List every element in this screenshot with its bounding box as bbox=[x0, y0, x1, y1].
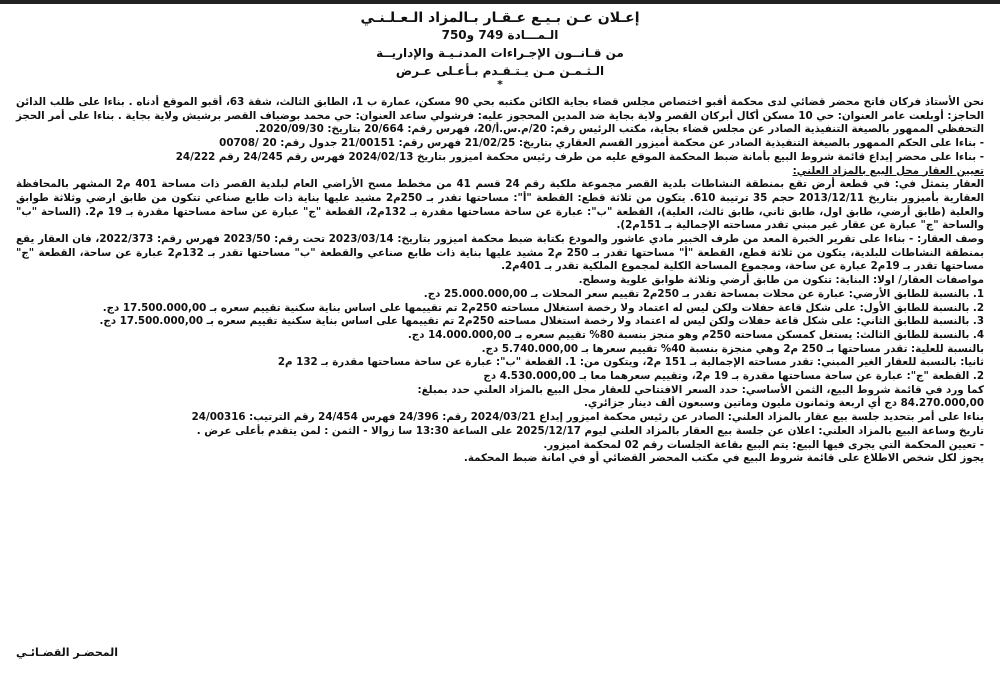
signature: المحضـر القضـائـي bbox=[16, 646, 119, 659]
paragraph-intro: نحن الأستاذ فركان فاتح محضر قضائي لدى محكمة أقبو اختصاص مجلس قضاء بجاية الكائن مكتبه بحي 90 مسكن، عمارة ب 1، الطابق الثالث، شقة 63، أقبو الموقع أدناه . بناءا على طلب الدائن الحاجز: أوبلعت عامر العنوان: حي 10 مسكن أكال أبركان القصر ولاية بجاية ضد المدين المحجوز عليه: فرشولي ساعد العنوان: حي محمد بوضياف القصر برشيش ولاية بجاية . بناءا على أمر الحجز التحفظي الممهور بالصيغة التنفيذية الصادر عن مجلس قضاء بجاية، مكتب الرئيس رقم: 20/م.س.أ/20، فهرس رقم: 20/664 بتاريخ: 2020/09/30. bbox=[16, 96, 985, 136]
scan-edge bbox=[0, 0, 1000, 4]
paragraph-sale-date: تاريخ وساعة البيع بالمزاد العلني: اعلان عن جلسة بيع العقار بالمزاد العلني ليوم 2025/12/17 على الساعة 13:30 سا زوالا - الثمن : لمن يتقدم بأعلى عرض . bbox=[196, 424, 984, 437]
item-unbuilt-land: ثانيا: بالنسبة للعقار الغير المبني: تقدر مساحته الإجمالية بـ 151 م2، ويتكون من: 1. القطعة "ب": عبارة عن ساحة مساحتها مقدرة بـ 132 م2 bbox=[277, 356, 984, 369]
item-attic: بالنسبة للعلية: تقدر مساحتها بـ 250 م2 وهي منجزة بنسبة 40% تقييم سعرها بـ 5.740.000,00 دج. bbox=[481, 342, 984, 355]
paragraph-base-price: كما ورد في قائمة شروط البيع، الثمن الأساسي: حدد السعر الافتتاحي للعقار محل البيع بالمزاد العلني حدد بمبلغ: bbox=[417, 383, 984, 396]
paragraph-specs: مواصفات العقار/ اولا: البناية: تتكون من طابق أرضي وثلاثة طوابق علوية وسطح. bbox=[578, 274, 984, 287]
price-line: الـثـمـن مـن يـتـقـدم بـأعـلى عـرض bbox=[395, 64, 605, 78]
paragraph-court: - تعيين المحكمة التي يجرى فيها البيع: يتم البيع بقاعة الجلسات رقم 02 لمحكمة اميزور. bbox=[543, 438, 984, 451]
paragraph-order: بناءا على أمر بتحديد جلسة بيع عقار بالمزاد العلني: الصادر عن رئيس محكمة اميزور إيداع 2024/03/21 رقم: 24/396 فهرس 24/454 رقم الترتيب: 24/00316 bbox=[191, 411, 984, 424]
paragraph-deposit: - بناءا على محضر إيداع قائمة شروط البيع بأمانة ضبط المحكمة الموقع عليه من طرف رئيس محكمة اميزور بتاريخ 2024/02/13 فهرس رقم 24/245 رقم 24/222 bbox=[175, 150, 984, 163]
item-plot-c: 2. القطعة "ج": عبارة عن ساحة مساحتها مقدرة بـ 19 م2، وتقييم سعرهما معا بـ 4.530.000,00 دج bbox=[483, 370, 984, 383]
paragraph-amount: 84.270.000,00 دج أي اربعة وثمانون مليون وماتين وسبعون ألف دينار جزائري. bbox=[583, 397, 984, 410]
header bbox=[0, 10, 1000, 91]
paragraph-description: وصف العقار: - بناءا على تقرير الخبرة المعد من طرف الخبير مادي عاشور والمودع بكتابة ضبط محكمة اميزور بتاريخ: 2023/03/14 تحت رقم: 2023/50 فهرس رقم: 2022/373، فان العقار يقع بمنطقة النشاطات للبلدية، يتكون من ثلاثة قطع، القطعة "أ" مساحتها تقدر بـ 250 م2 مشيد عليها بناية ذات طابع صناعي والقطعة "ب" مساحتها تقدر بـ 132م2 عبارة عن ساحة، القطعة "ج" مساحتها تقدر بـ 19م2 عبارة عن ساحة، ومجموع المساحة الكلية لمجموع الملكية تقدر بـ 401م2. bbox=[16, 233, 985, 273]
item-second-floor: 3. بالنسبة للطابق الثاني: على شكل قاعة حفلات ولكن ليس له اعتماد ولا رخصة استغلال مساحته 250م2 تم تقييمها على اساس بناية سكنية تقييم سعره بـ 17.500.000,00 دج. bbox=[99, 315, 984, 328]
section-title-property: تعيين العقار محل البيع بالمزاد العلني: bbox=[792, 164, 984, 177]
paragraph-property: العقار يتمثل في: في قطعة أرض تقع بمنطقة النشاطات بلدية القصر مجموعة ملكية رقم 24 قسم 41 من مخطط مسح الأراضي العام لبلدية القصر ذات مساحة 401 م2 المشهر بالمحافظة العقارية بأميزور بتاريخ 2013/12/11 حجم 35 ترتيبة 610. يتكون من ثلاثة قطع: القطعة "أ": مساحتها تقدر بـ 250م2 مشيد عليها بناية ذات طابع صناعي تتكون من طابق ارضي وثلاثة طوابق والعلية (طابق أرضي، طابق اول، طابق ثاني، طابق ثالث، العلية)، القطعة "ب": عبارة عن ساحة مساحتها مقدرة بـ 132م2، القطعة "ج" عبارة عن ساحة مساحتها مقدرة بـ 19 م2. (الساحة "ب" والساحة "ج" عبارة عن عقار غير مبني تقدر مساحته الإجمالية بـ 151م2). bbox=[16, 178, 984, 232]
articles-line: الـمـــادة 749 و750 bbox=[441, 28, 559, 42]
paragraph-judgment: - بناءا على الحكم الممهور بالصيغة التنفيذية الصادر عن محكمة أميزور القسم العقاري بتاريخ: 21/02/25 فهرس رقم: 21/00151 جدول رقم: 20 /00708 bbox=[219, 137, 984, 150]
paragraph-consult: يجوز لكل شخص الاطلاع على قائمة شروط البيع في مكتب المحضر القضائي أو في امانة ضبط المحكمة. bbox=[463, 452, 984, 465]
marker-glyph: * bbox=[497, 78, 503, 91]
item-first-floor: 2. بالنسبة للطابق الأول: على شكل قاعة حفلات ولكن ليس له اعتماد ولا رخصة استغلال مساحته 250م2 تم تقييمها على اساس بناية سكنية تقييم سعره بـ 17.500.000,00 دج. bbox=[102, 301, 984, 314]
announcement-body bbox=[16, 96, 984, 466]
item-ground-floor: 1. بالنسبة للطابق الأرضي: عبارة عن محلات بمساحة تقدر بـ 250م2 تقييم سعر المحلات بـ 25.000.000,00 دج. bbox=[423, 287, 984, 300]
item-third-floor: 4. بالنسبة للطابق الثالث: يستغل كمسكن مساحته 250م وهو منجز بنسبة 80% تقييم سعره بـ 14.000.000,00 دج. bbox=[407, 328, 984, 341]
law-line: من قـانــون الإجـراءات المدنـيـة والإداريــة bbox=[376, 46, 624, 60]
page-title: إعـلان عـن بـيـع عـقـار بـالمزاد الـعـلـنـي bbox=[360, 10, 640, 26]
